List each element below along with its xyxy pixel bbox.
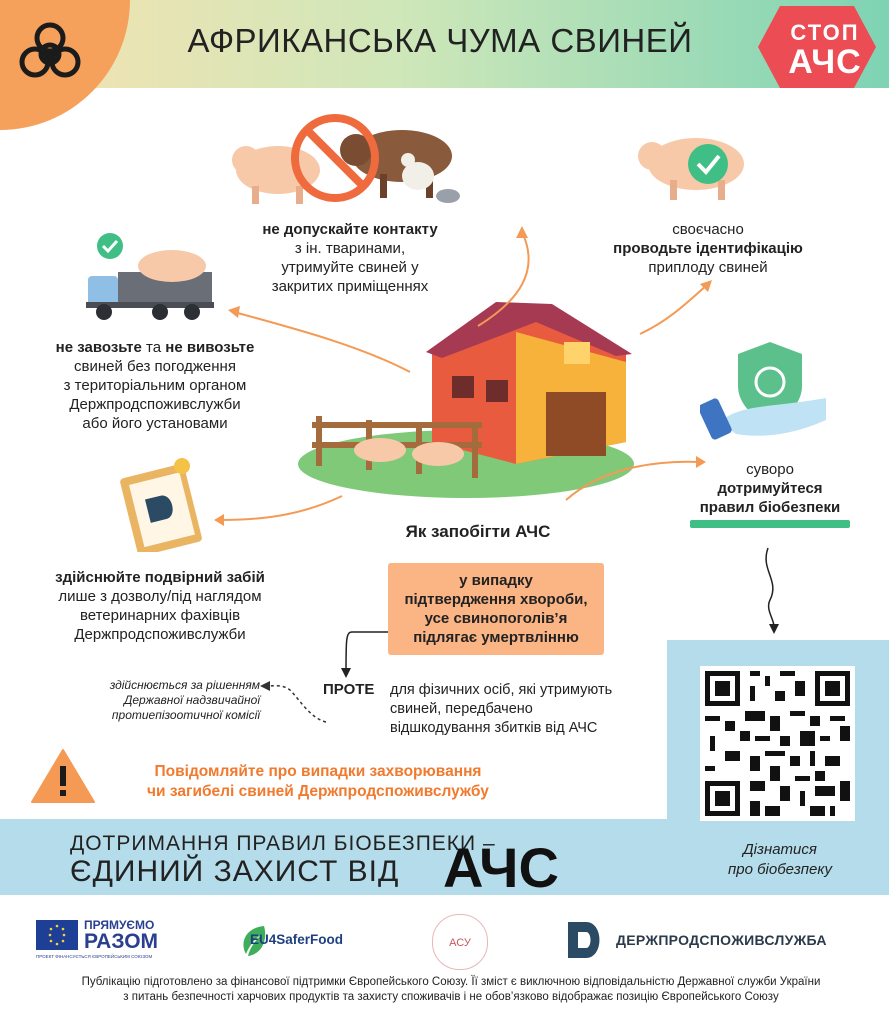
orange-line1: у випадку — [459, 572, 533, 589]
badge-asf-text: АЧС — [788, 43, 862, 81]
tip-contact-bold: не допускайте контакту — [262, 221, 438, 238]
eu-line2: РАЗОМ — [84, 930, 159, 953]
tip-transport-line5: або його установами — [82, 415, 228, 432]
tip-identify-line1: своєчасно — [672, 221, 744, 238]
however-text — [390, 681, 670, 738]
tip-slaughter-line1: лише з дозволу/під наглядом — [58, 588, 262, 605]
eu-flag-icon — [36, 920, 78, 950]
tip-identify-line2: приплоду свиней — [648, 259, 768, 276]
asu-logo — [432, 914, 488, 970]
slogan-line1: ДОТРИМАННЯ ПРАВИЛ БІОБЕЗПЕКИ – — [70, 832, 496, 855]
orange-line2: підтвердження хвороби, — [404, 591, 588, 608]
eu4saferfood-logo — [238, 922, 368, 958]
dpss-emblem-icon — [564, 920, 606, 960]
tip-slaughter-line3: Держпродспоживслужби — [74, 626, 246, 643]
footer-line1: Публікацію підготовлено за фінансової підтримки Європейського Союзу. Її зміст є виключною відповідальністю Державної служби України — [81, 976, 821, 988]
however-line2: свиней, передбачено — [390, 701, 533, 717]
tip-slaughter-bold: здійснюйте подвірний забій — [55, 569, 265, 586]
tip-contact-line3: закритих приміщеннях — [271, 278, 429, 295]
however-line1: для фізичних осіб, які утримують — [390, 682, 613, 698]
slogan-acronym: АЧС — [443, 836, 559, 899]
qr-code-icon — [700, 666, 855, 821]
dpss-label: ДЕРЖПРОДСПОЖИВСЛУЖБА — [616, 932, 827, 948]
commission-line1: здійснюється за рішенням — [109, 678, 260, 692]
tip-contact-line2: утримуйте свиней у — [281, 259, 419, 276]
warning-line1: Повідомляйте про випадки захворювання — [154, 763, 482, 780]
however-label: ПРОТЕ — [323, 681, 375, 698]
tip-transport-line3: з територіальним органом — [63, 377, 247, 394]
eu-sub: ПРОЕКТ ФІНАНСУЄТЬСЯ ЄВРОПЕЙСЬКИМ СОЮЗОМ — [36, 954, 153, 959]
tip-transport-line4: Держпродспоживслужби — [69, 396, 241, 413]
tip-identify-bold: проводьте ідентифікацію — [613, 240, 803, 257]
however-line3: відшкодування збитків від АЧС — [390, 720, 598, 736]
commission-line2: Державної надзвичайної — [123, 693, 260, 707]
tip-transport-line2: свиней без погодження — [74, 358, 236, 375]
eu4-label: EU4SaferFood — [250, 932, 344, 947]
footer-line2: з питань безпечності харчових продуктів та захисту споживачів і не обов’язково відображає позицію Європейського Союзу — [123, 991, 779, 1003]
center-label: Як запобігти АЧС — [405, 522, 551, 541]
orange-line3: усе свинопоголів’я — [424, 610, 568, 627]
report-warning-text — [108, 762, 528, 802]
eu-line1: ПРЯМУЄМО — [84, 918, 155, 932]
tip-biosecurity-bold1: дотримуйтеся — [717, 480, 823, 497]
footer-disclaimer — [36, 975, 866, 1005]
qr-caption-line1: Дізнатися — [743, 841, 817, 858]
eu-logo — [36, 918, 166, 962]
slogan-line2: ЄДИНИЙ ЗАХИСТ ВІД — [70, 855, 400, 888]
qr-caption-line2: про біобезпеку — [728, 861, 832, 878]
tip-biosecurity-line1: суворо — [746, 461, 794, 478]
asu-label: АСУ — [449, 937, 471, 949]
warning-icon — [30, 748, 96, 804]
tip-biosecurity-bold2: правил біобезпеки — [699, 499, 841, 516]
orange-notice-text — [394, 571, 598, 647]
orange-line4: підлягає умертвлінню — [413, 629, 579, 646]
tip-transport-and: та — [141, 339, 166, 356]
dpss-logo — [564, 920, 864, 960]
tip-contact-line1: з ін. тваринами, — [294, 240, 406, 257]
badge-stop-text: СТОП — [790, 20, 860, 45]
qr-caption — [690, 840, 870, 880]
page-title: АФРИКАНСЬКА ЧУМА СВИНЕЙ — [187, 22, 693, 59]
commission-line3: протиепізоотичної комісії — [111, 708, 260, 722]
tip-slaughter-line2: ветеринарних фахівців — [79, 607, 241, 624]
qr-code[interactable] — [700, 666, 855, 821]
tip-transport-bold2: не вивозьте — [165, 339, 255, 356]
tip-transport-bold1: не завозьте — [55, 339, 142, 356]
commission-note — [60, 678, 260, 723]
warning-line2: чи загибелі свиней Держпродспоживслужбу — [147, 783, 489, 800]
